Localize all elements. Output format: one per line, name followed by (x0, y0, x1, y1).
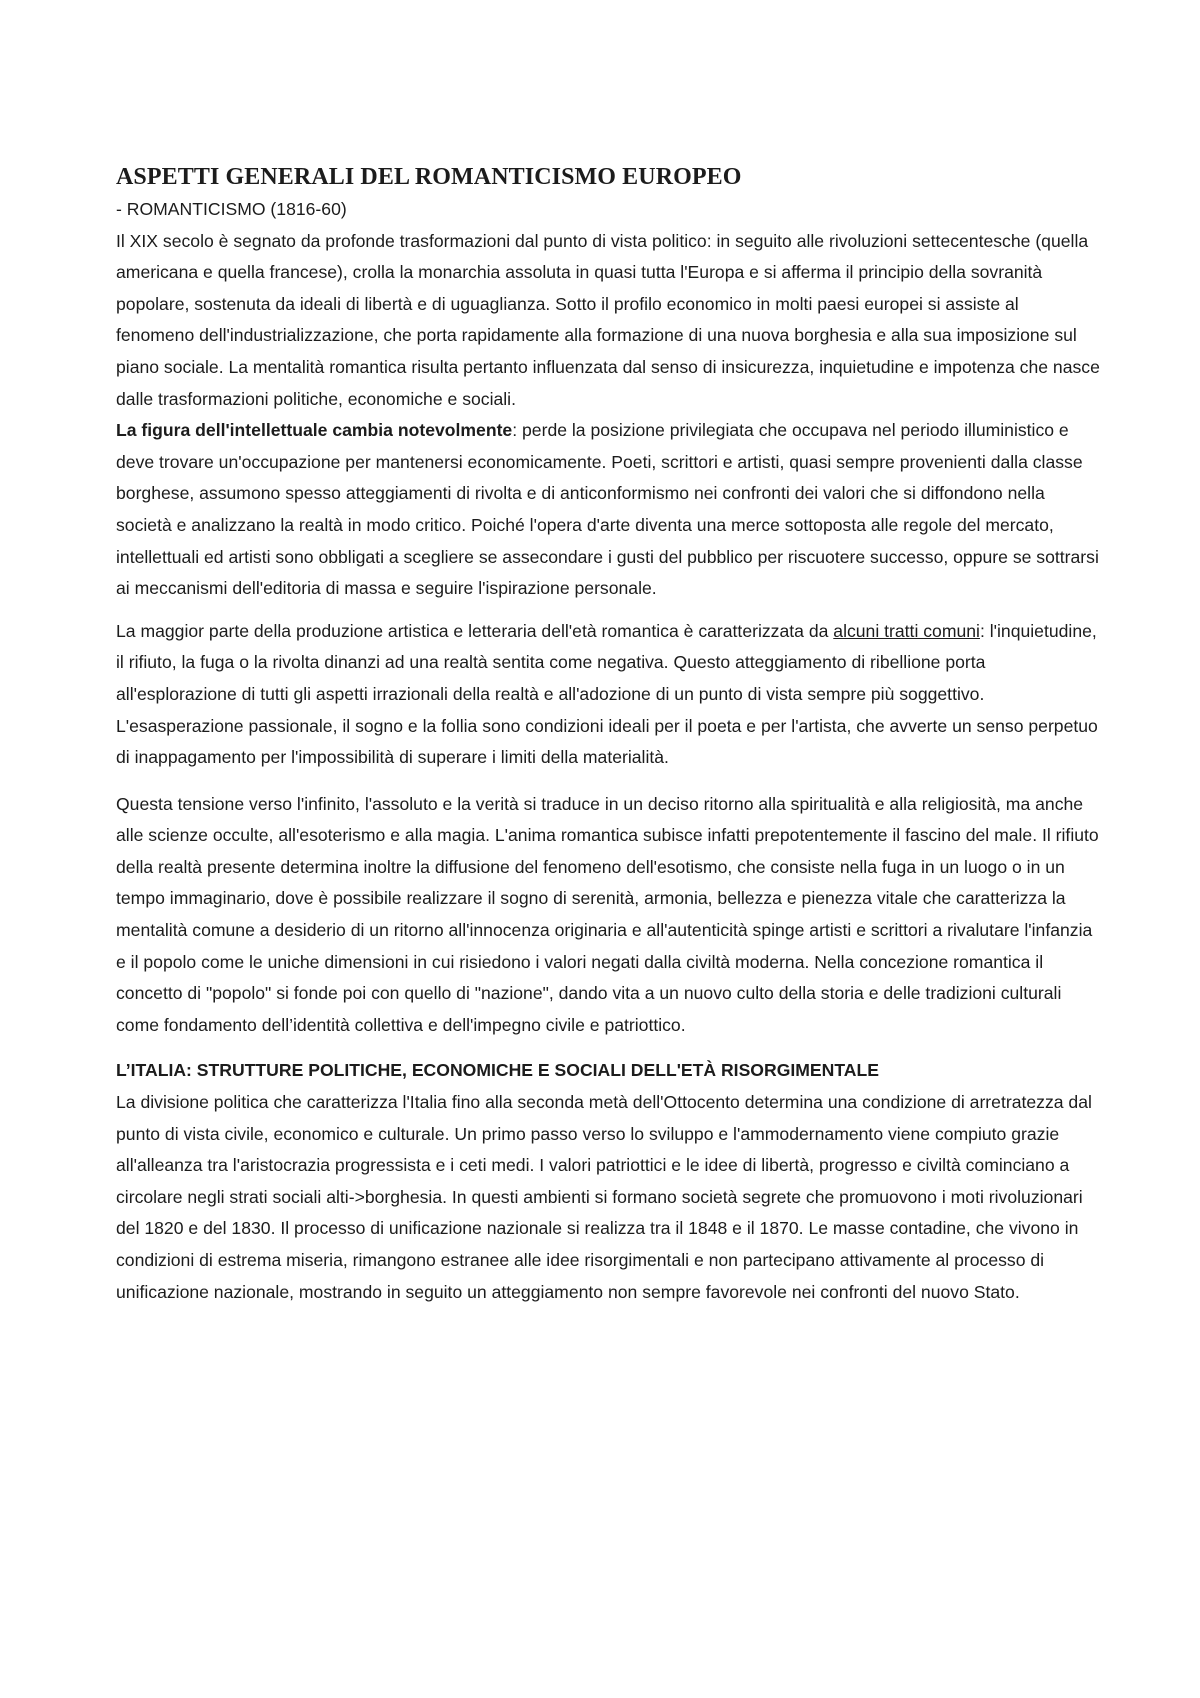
document-title: ASPETTI GENERALI DEL ROMANTICISMO EUROPEO (116, 164, 742, 190)
paragraph-3 (116, 616, 1100, 774)
paragraph-4: Questa tensione verso l'infinito, l'assoluto e la verità si traduce in un deciso ritorno alla spiritualità e alla religiosità, ma anche alle scienze occulte, all'esoterismo e alla magia. L'anima romantica subisce infatti prepotentemente il fascino del male. Il rifiuto della realtà presente determina inoltre la diffusione del fenomeno dell'esotismo, che consiste nella fuga in un luogo o in un tempo immaginario, dove è possibile realizzare il sogno di serenità, armonia, bellezza e pienezza vitale che caratterizza la mentalità comune a desiderio di un ritorno all'innocenza originaria e all'autenticità spinge artisti e scrittori a rivalutare l'infanzia e il popolo come le uniche dimensioni in cui risiedono i valori negati dalla civiltà moderna. Nella concezione romantica il concetto di "popolo" si fonde poi con quello di "nazione", dando vita a un nuovo culto della storia e delle tradizioni culturali come fondamento dell’identità collettiva e dell'impegno civile e patriottico. (116, 793, 1099, 1035)
paragraph-3-intro: La maggior parte della produzione artistica e letteraria dell'età romantica è caratterizzata da (116, 620, 834, 641)
document-page (116, 160, 1100, 1308)
paragraph-2 (116, 415, 1100, 605)
document-subtitle: - ROMANTICISMO (1816-60) (116, 199, 347, 219)
paragraph-1: Il XIX secolo è segnato da profonde trasformazioni dal punto di vista politico: in seguito alle rivoluzioni settecentesche (quella americana e quella francese), crolla la monarchia assoluta in quasi tutta l'Europa e si afferma il principio della sovranità popolare, sostenuta da ideali di libertà e di uguaglianza. Sotto il profilo economico in molti paesi europei si assiste al fenomeno dell'industrializzazione, che porta rapidamente alla formazione di una nuova borghesia e alla sua imposizione sul piano sociale. La mentalità romantica risulta pertanto influenzata dal senso di insicurezza, inquietudine e impotenza che nasce dalle trasformazioni politiche, economiche e sociali. (116, 230, 1100, 409)
paragraph-3-underlined-phrase: alcuni tratti comuni (833, 620, 980, 641)
paragraph-3-text: : l'inquietudine, il rifiuto, la fuga o la rivolta dinanzi ad una realtà sentita come negativa. Questo atteggiamento di ribellione porta all'esplorazione di tutti gli aspetti irrazionali della realtà e all'adozione di un punto di vista sempre più soggettivo. L'esasperazione passionale, il sogno e la follia sono condizioni ideali per il poeta e per l'artista, che avverte un senso perpetuo di inappagamento per l'impossibilità di superare i limiti della materialità. (116, 620, 1098, 768)
paragraph-2-text: : perde la posizione privilegiata che occupava nel periodo illuministico e deve trovare un'occupazione per mantenersi economicamente. Poeti, scrittori e artisti, quasi sempre provenienti dalla classe borghese, assumono spesso atteggiamenti di rivolta e di anticonformismo nei confronti dei valori che si diffondono nella società e analizzano la realtà in modo critico. Poiché l'opera d'arte diventa una merce sottoposta alle regole del mercato, intellettuali ed artisti sono obbligati a scegliere se assecondare i gusti del pubblico per riscuotere successo, oppure se sottrarsi ai meccanismi dell'editoria di massa e seguire l'ispirazione personale. (116, 420, 1099, 599)
section-2-title: L’ITALIA: STRUTTURE POLITICHE, ECONOMICHE E SOCIALI DELL'ETÀ RISORGIMENTALE (116, 1060, 879, 1081)
paragraph-2-bold-lead: La figura dell'intellettuale cambia notevolmente (116, 420, 513, 441)
paragraph-5: La divisione politica che caratterizza l'Italia fino alla seconda metà dell'Ottocento determina una condizione di arretratezza dal punto di vista civile, economico e culturale. Un primo passo verso lo sviluppo e l'ammodernamento viene compiuto grazie all'alleanza tra l'aristocrazia progressista e i ceti medi. I valori patriottici e le idee di libertà, progresso e civiltà cominciano a circolare negli strati sociali alti->borghesia. In questi ambienti si formano società segrete che promuovono i moti rivoluzionari del 1820 e del 1830. Il processo di unificazione nazionale si realizza tra il 1848 e il 1870. Le masse contadine, che vivono in condizioni di estrema miseria, rimangono estranee alle idee risorgimentali e non partecipano attivamente al processo di unificazione nazionale, mostrando in seguito un atteggiamento non sempre favorevole nei confronti del nuovo Stato. (116, 1092, 1092, 1302)
